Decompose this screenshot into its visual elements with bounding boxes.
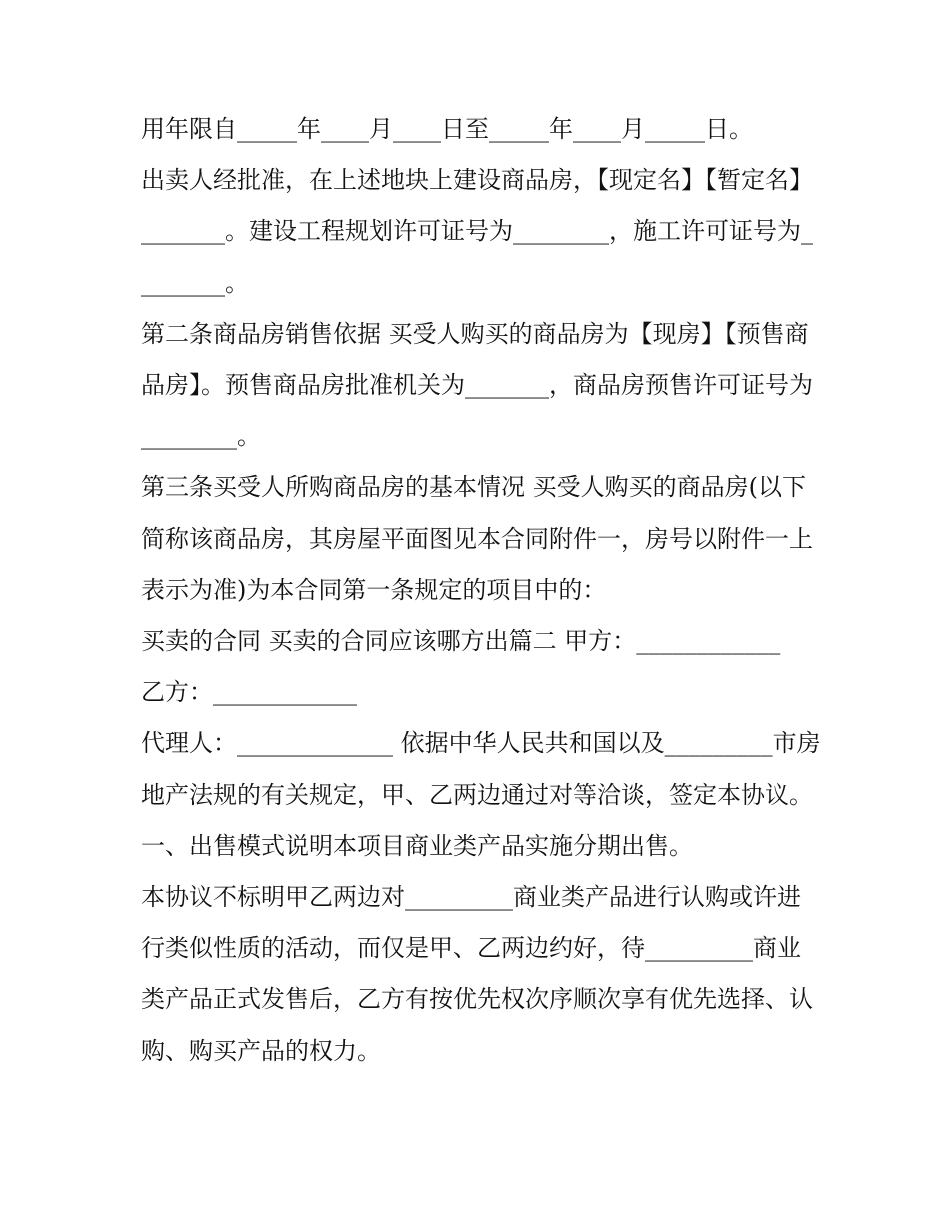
document-body <box>141 104 821 1077</box>
paragraph-agent: 代理人：_____________ 依据中华人民共和国以及_________市房地产法规的有关规定，甲、乙两边通过对等洽谈，签定本协议。 <box>141 729 821 809</box>
paragraph-article-three: 第三条买受人所购商品房的基本情况 买受人购买的商品房(以下简称该商品房，其房屋平面图见本合同附件一，房号以附件一上表示为准)为本合同第一条规定的项目中的： <box>141 473 813 604</box>
paragraph-seller-approval: 出卖人经批准，在上述地块上建设商品房，【现定名】【暂定名】_______。建设工程规划许可证号为________，施工许可证号为________。 <box>141 166 813 297</box>
paragraph-article-two: 第二条商品房销售依据 买受人购买的商品房为【现房】【预售商品房】。预售商品房批准机关为_______，商品房预售许可证号为________。 <box>141 319 813 451</box>
paragraph-sale-mode: 一、出售模式说明本项目商业类产品实施分期出售。 <box>141 831 693 860</box>
paragraph-usage-term: 用年限自_____年____月____日至_____年____月_____日。 <box>141 115 753 143</box>
paragraph-party-b: 乙方：____________ <box>141 678 357 707</box>
paragraph-agreement-scope: 本协议不标明甲乙两边对_________商业类产品进行认购或许进行类似性质的活动，而仅是甲、乙两边约好，待_________商业类产品正式发售后，乙方有按优先权次序顺次享有优先选择、认购、购买产品的权力。 <box>141 883 813 1065</box>
paragraph-party-a: 买卖的合同 买卖的合同应该哪方出篇二 甲方：____________ <box>141 627 781 656</box>
